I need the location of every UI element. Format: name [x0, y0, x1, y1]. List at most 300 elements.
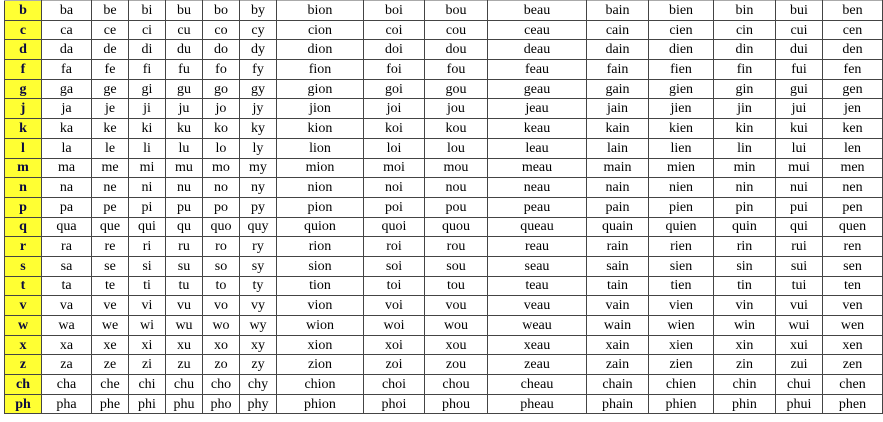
syllable-cell: wo — [203, 316, 240, 336]
syllable-cell: nien — [649, 178, 714, 198]
syllable-cell: ka — [42, 119, 92, 139]
syllable-cell: wa — [42, 316, 92, 336]
syllable-cell: phou — [425, 394, 488, 414]
syllable-cell: cien — [649, 20, 714, 40]
syllable-cell: soi — [364, 256, 425, 276]
syllable-cell: lin — [714, 138, 776, 158]
syllable-cell: quin — [714, 217, 776, 237]
syllable-cell: cy — [240, 20, 277, 40]
syllable-cell: gen — [823, 79, 883, 99]
syllable-cell: lo — [203, 138, 240, 158]
syllable-cell: ven — [823, 296, 883, 316]
syllable-cell: noi — [364, 178, 425, 198]
syllable-cell: weau — [488, 316, 587, 336]
syllable-cell: teau — [488, 276, 587, 296]
syllable-cell: quen — [823, 217, 883, 237]
consonant-header-cell: ph — [5, 394, 42, 414]
syllable-cell: jy — [240, 99, 277, 119]
syllable-cell: wien — [649, 316, 714, 336]
syllable-cell: zeau — [488, 355, 587, 375]
syllable-cell: rou — [425, 237, 488, 257]
syllable-cell: cheau — [488, 375, 587, 395]
syllable-cell: mou — [425, 158, 488, 178]
syllable-cell: py — [240, 197, 277, 217]
syllable-cell: sui — [776, 256, 823, 276]
syllable-cell: xain — [587, 335, 649, 355]
syllable-cell: peau — [488, 197, 587, 217]
syllable-cell: wy — [240, 316, 277, 336]
syllable-cell: gou — [425, 79, 488, 99]
syllable-cell: nain — [587, 178, 649, 198]
syllable-cell: vain — [587, 296, 649, 316]
syllable-cell: se — [92, 256, 129, 276]
table-row — [5, 375, 883, 395]
syllable-cell: toi — [364, 276, 425, 296]
syllable-cell: wain — [587, 316, 649, 336]
syllable-cell: cen — [823, 20, 883, 40]
syllable-cell: du — [166, 40, 203, 60]
syllable-cell: reau — [488, 237, 587, 257]
syllable-cell: zo — [203, 355, 240, 375]
syllable-cell: coi — [364, 20, 425, 40]
syllable-cell: chien — [649, 375, 714, 395]
syllable-cell: pien — [649, 197, 714, 217]
syllable-cell: go — [203, 79, 240, 99]
syllable-cell: qua — [42, 217, 92, 237]
syllable-cell: lu — [166, 138, 203, 158]
syllable-cell: vy — [240, 296, 277, 316]
syllable-cell: tion — [277, 276, 364, 296]
syllable-cell: sa — [42, 256, 92, 276]
syllable-cell: xa — [42, 335, 92, 355]
syllable-cell: poi — [364, 197, 425, 217]
syllable-cell: ben — [823, 1, 883, 21]
table-row — [5, 178, 883, 198]
syllable-cell: jui — [776, 99, 823, 119]
consonant-header-cell: m — [5, 158, 42, 178]
syllable-cell: kain — [587, 119, 649, 139]
syllable-cell: ra — [42, 237, 92, 257]
syllable-cell: tui — [776, 276, 823, 296]
table-row — [5, 335, 883, 355]
syllable-cell: din — [714, 40, 776, 60]
consonant-header-cell: ch — [5, 375, 42, 395]
syllable-cell: ge — [92, 79, 129, 99]
syllable-cell: koi — [364, 119, 425, 139]
syllable-cell: xou — [425, 335, 488, 355]
syllable-cell: phu — [166, 394, 203, 414]
consonant-header-cell: n — [5, 178, 42, 198]
syllable-cell: so — [203, 256, 240, 276]
syllable-cell: zien — [649, 355, 714, 375]
syllable-cell: ce — [92, 20, 129, 40]
syllable-cell: dien — [649, 40, 714, 60]
syllable-cell: kion — [277, 119, 364, 139]
syllable-cell: ke — [92, 119, 129, 139]
syllable-cell: cui — [776, 20, 823, 40]
syllable-cell: na — [42, 178, 92, 198]
syllable-cell: pe — [92, 197, 129, 217]
syllable-cell: che — [92, 375, 129, 395]
table-row — [5, 355, 883, 375]
syllable-cell: boi — [364, 1, 425, 21]
table-row — [5, 197, 883, 217]
syllable-cell: kin — [714, 119, 776, 139]
syllable-cell: gion — [277, 79, 364, 99]
consonant-header-cell: f — [5, 60, 42, 80]
syllable-cell: tain — [587, 276, 649, 296]
syllable-cell: ry — [240, 237, 277, 257]
syllable-cell: quain — [587, 217, 649, 237]
syllable-cell: pen — [823, 197, 883, 217]
syllable-cell: nu — [166, 178, 203, 198]
consonant-header-cell: w — [5, 316, 42, 336]
consonant-header-cell: c — [5, 20, 42, 40]
syllable-cell: dion — [277, 40, 364, 60]
syllable-cell: fain — [587, 60, 649, 80]
syllable-cell: qui — [129, 217, 166, 237]
syllable-cell: chin — [714, 375, 776, 395]
syllable-cell: gu — [166, 79, 203, 99]
syllable-cell: te — [92, 276, 129, 296]
syllable-cell: geau — [488, 79, 587, 99]
syllable-cell: ki — [129, 119, 166, 139]
syllable-cell: foi — [364, 60, 425, 80]
syllable-cell: no — [203, 178, 240, 198]
syllable-cell: je — [92, 99, 129, 119]
syllable-cell: tien — [649, 276, 714, 296]
syllable-cell: quy — [240, 217, 277, 237]
syllable-cell: rien — [649, 237, 714, 257]
syllable-cell: voi — [364, 296, 425, 316]
syllable-cell: jain — [587, 99, 649, 119]
consonant-header-cell: x — [5, 335, 42, 355]
syllable-cell: sain — [587, 256, 649, 276]
syllable-cell: fen — [823, 60, 883, 80]
syllable-cell: kien — [649, 119, 714, 139]
syllable-cell: quoi — [364, 217, 425, 237]
syllable-cell: ju — [166, 99, 203, 119]
syllable-cell: rui — [776, 237, 823, 257]
syllable-cell: choi — [364, 375, 425, 395]
syllable-cell: pho — [203, 394, 240, 414]
syllable-cell: zu — [166, 355, 203, 375]
syllable-cell: chy — [240, 375, 277, 395]
syllable-cell: co — [203, 20, 240, 40]
table-row — [5, 394, 883, 414]
syllable-cell: nen — [823, 178, 883, 198]
syllable-cell: we — [92, 316, 129, 336]
syllable-cell: cion — [277, 20, 364, 40]
syllable-cell: pa — [42, 197, 92, 217]
syllable-cell: ja — [42, 99, 92, 119]
syllable-cell: xi — [129, 335, 166, 355]
syllable-cell: meau — [488, 158, 587, 178]
consonant-header-cell: d — [5, 40, 42, 60]
syllable-cell: su — [166, 256, 203, 276]
syllable-cell: vion — [277, 296, 364, 316]
syllable-cell: phion — [277, 394, 364, 414]
syllable-cell: di — [129, 40, 166, 60]
syllable-cell: bui — [776, 1, 823, 21]
syllable-cell: cou — [425, 20, 488, 40]
syllable-cell: sy — [240, 256, 277, 276]
syllable-cell: bain — [587, 1, 649, 21]
consonant-header-cell: b — [5, 1, 42, 21]
syllable-cell: ten — [823, 276, 883, 296]
syllable-cell: qu — [166, 217, 203, 237]
syllable-cell: nin — [714, 178, 776, 198]
syllable-cell: gi — [129, 79, 166, 99]
syllable-cell: va — [42, 296, 92, 316]
syllable-cell: xu — [166, 335, 203, 355]
syllable-cell: dain — [587, 40, 649, 60]
syllable-cell: win — [714, 316, 776, 336]
syllable-cell: jou — [425, 99, 488, 119]
syllable-cell: pain — [587, 197, 649, 217]
consonant-header-cell: g — [5, 79, 42, 99]
syllable-cell: chi — [129, 375, 166, 395]
syllable-cell: sien — [649, 256, 714, 276]
syllable-cell: wen — [823, 316, 883, 336]
syllable-cell: cho — [203, 375, 240, 395]
syllable-cell: zoi — [364, 355, 425, 375]
syllable-cell: dy — [240, 40, 277, 60]
syllable-cell: phain — [587, 394, 649, 414]
syllable-cell: si — [129, 256, 166, 276]
syllable-cell: bion — [277, 1, 364, 21]
syllable-cell: phen — [823, 394, 883, 414]
syllable-cell: feau — [488, 60, 587, 80]
syllable-cell: xen — [823, 335, 883, 355]
syllable-cell: vien — [649, 296, 714, 316]
syllable-cell: xeau — [488, 335, 587, 355]
syllable-cell: do — [203, 40, 240, 60]
syllable-cell: bien — [649, 1, 714, 21]
table-row — [5, 138, 883, 158]
syllable-cell: dou — [425, 40, 488, 60]
syllable-cell: me — [92, 158, 129, 178]
syllable-cell: zui — [776, 355, 823, 375]
syllable-cell: fe — [92, 60, 129, 80]
table-row — [5, 256, 883, 276]
syllable-cell: mu — [166, 158, 203, 178]
syllable-cell: cu — [166, 20, 203, 40]
syllable-cell: veau — [488, 296, 587, 316]
syllable-cell: le — [92, 138, 129, 158]
syllable-cell: po — [203, 197, 240, 217]
syllable-cell: pui — [776, 197, 823, 217]
table-row — [5, 40, 883, 60]
syllable-cell: bi — [129, 1, 166, 21]
syllable-cell: pha — [42, 394, 92, 414]
syllable-cell: pi — [129, 197, 166, 217]
syllable-cell: de — [92, 40, 129, 60]
syllable-cell: my — [240, 158, 277, 178]
syllable-cell: la — [42, 138, 92, 158]
syllable-cell: to — [203, 276, 240, 296]
consonant-header-cell: t — [5, 276, 42, 296]
syllable-cell: cain — [587, 20, 649, 40]
syllable-cell: woi — [364, 316, 425, 336]
syllable-cell: lion — [277, 138, 364, 158]
syllable-cell: ko — [203, 119, 240, 139]
syllable-cell: ken — [823, 119, 883, 139]
syllable-cell: pheau — [488, 394, 587, 414]
syllable-cell: doi — [364, 40, 425, 60]
syllable-cell: vou — [425, 296, 488, 316]
table-row — [5, 158, 883, 178]
syllable-cell: by — [240, 1, 277, 21]
syllable-cell: rain — [587, 237, 649, 257]
table-row — [5, 79, 883, 99]
syllable-cell: phui — [776, 394, 823, 414]
syllable-cell: keau — [488, 119, 587, 139]
syllable-table — [4, 0, 883, 414]
syllable-cell: mion — [277, 158, 364, 178]
syllable-cell: zi — [129, 355, 166, 375]
syllable-cell: neau — [488, 178, 587, 198]
syllable-cell: nou — [425, 178, 488, 198]
syllable-cell: chu — [166, 375, 203, 395]
table-row — [5, 217, 883, 237]
syllable-cell: chion — [277, 375, 364, 395]
syllable-cell: ru — [166, 237, 203, 257]
syllable-cell: bu — [166, 1, 203, 21]
syllable-cell: quo — [203, 217, 240, 237]
syllable-cell: ceau — [488, 20, 587, 40]
syllable-cell: ma — [42, 158, 92, 178]
syllable-cell: gain — [587, 79, 649, 99]
syllable-cell: jo — [203, 99, 240, 119]
syllable-cell: cha — [42, 375, 92, 395]
syllable-cell: lain — [587, 138, 649, 158]
syllable-cell: xui — [776, 335, 823, 355]
syllable-cell: quou — [425, 217, 488, 237]
syllable-cell: chen — [823, 375, 883, 395]
syllable-cell: gy — [240, 79, 277, 99]
syllable-cell: re — [92, 237, 129, 257]
syllable-cell: gui — [776, 79, 823, 99]
syllable-cell: xin — [714, 335, 776, 355]
syllable-cell: goi — [364, 79, 425, 99]
syllable-cell: dui — [776, 40, 823, 60]
consonant-header-cell: z — [5, 355, 42, 375]
table-row — [5, 99, 883, 119]
syllable-cell: seau — [488, 256, 587, 276]
syllable-cell: fy — [240, 60, 277, 80]
syllable-cell: men — [823, 158, 883, 178]
consonant-header-cell: s — [5, 256, 42, 276]
syllable-cell: ren — [823, 237, 883, 257]
syllable-cell: vin — [714, 296, 776, 316]
syllable-cell: mo — [203, 158, 240, 178]
syllable-cell: chain — [587, 375, 649, 395]
table-row — [5, 20, 883, 40]
syllable-cell: pu — [166, 197, 203, 217]
syllable-cell: ri — [129, 237, 166, 257]
syllable-cell: ty — [240, 276, 277, 296]
syllable-cell: ku — [166, 119, 203, 139]
syllable-cell: ji — [129, 99, 166, 119]
syllable-cell: sin — [714, 256, 776, 276]
syllable-cell: fien — [649, 60, 714, 80]
syllable-cell: fi — [129, 60, 166, 80]
syllable-cell: kui — [776, 119, 823, 139]
syllable-cell: li — [129, 138, 166, 158]
syllable-table-viewport — [4, 0, 867, 414]
syllable-cell: main — [587, 158, 649, 178]
syllable-cell: phe — [92, 394, 129, 414]
syllable-cell: ro — [203, 237, 240, 257]
syllable-cell: len — [823, 138, 883, 158]
syllable-cell: mien — [649, 158, 714, 178]
consonant-header-cell: p — [5, 197, 42, 217]
syllable-cell: wu — [166, 316, 203, 336]
syllable-cell: ni — [129, 178, 166, 198]
syllable-cell: lou — [425, 138, 488, 158]
syllable-cell: rin — [714, 237, 776, 257]
syllable-cell: leau — [488, 138, 587, 158]
syllable-cell: rion — [277, 237, 364, 257]
consonant-header-cell: q — [5, 217, 42, 237]
syllable-cell: fion — [277, 60, 364, 80]
syllable-cell: kou — [425, 119, 488, 139]
syllable-cell: tou — [425, 276, 488, 296]
syllable-cell: be — [92, 1, 129, 21]
syllable-cell: chou — [425, 375, 488, 395]
syllable-cell: ne — [92, 178, 129, 198]
syllable-cell: fo — [203, 60, 240, 80]
syllable-cell: wion — [277, 316, 364, 336]
table-row — [5, 1, 883, 21]
syllable-cell: ta — [42, 276, 92, 296]
syllable-cell: qui — [776, 217, 823, 237]
syllable-cell: fu — [166, 60, 203, 80]
syllable-cell: vo — [203, 296, 240, 316]
syllable-cell: sen — [823, 256, 883, 276]
syllable-cell: phien — [649, 394, 714, 414]
syllable-cell: zain — [587, 355, 649, 375]
syllable-cell: zin — [714, 355, 776, 375]
syllable-cell: queau — [488, 217, 587, 237]
syllable-cell: lien — [649, 138, 714, 158]
syllable-cell: da — [42, 40, 92, 60]
syllable-cell: quion — [277, 217, 364, 237]
syllable-cell: pion — [277, 197, 364, 217]
syllable-cell: bo — [203, 1, 240, 21]
syllable-cell: sou — [425, 256, 488, 276]
syllable-cell: den — [823, 40, 883, 60]
syllable-cell: jen — [823, 99, 883, 119]
syllable-cell: gin — [714, 79, 776, 99]
syllable-cell: gien — [649, 79, 714, 99]
syllable-cell: bou — [425, 1, 488, 21]
syllable-cell: phi — [129, 394, 166, 414]
syllable-cell: ky — [240, 119, 277, 139]
syllable-cell: bin — [714, 1, 776, 21]
syllable-cell: wou — [425, 316, 488, 336]
syllable-cell: xion — [277, 335, 364, 355]
consonant-header-cell: l — [5, 138, 42, 158]
syllable-cell: cin — [714, 20, 776, 40]
syllable-cell: ny — [240, 178, 277, 198]
syllable-cell: xe — [92, 335, 129, 355]
syllable-cell: pou — [425, 197, 488, 217]
syllable-cell: vu — [166, 296, 203, 316]
syllable-cell: wi — [129, 316, 166, 336]
syllable-cell: beau — [488, 1, 587, 21]
